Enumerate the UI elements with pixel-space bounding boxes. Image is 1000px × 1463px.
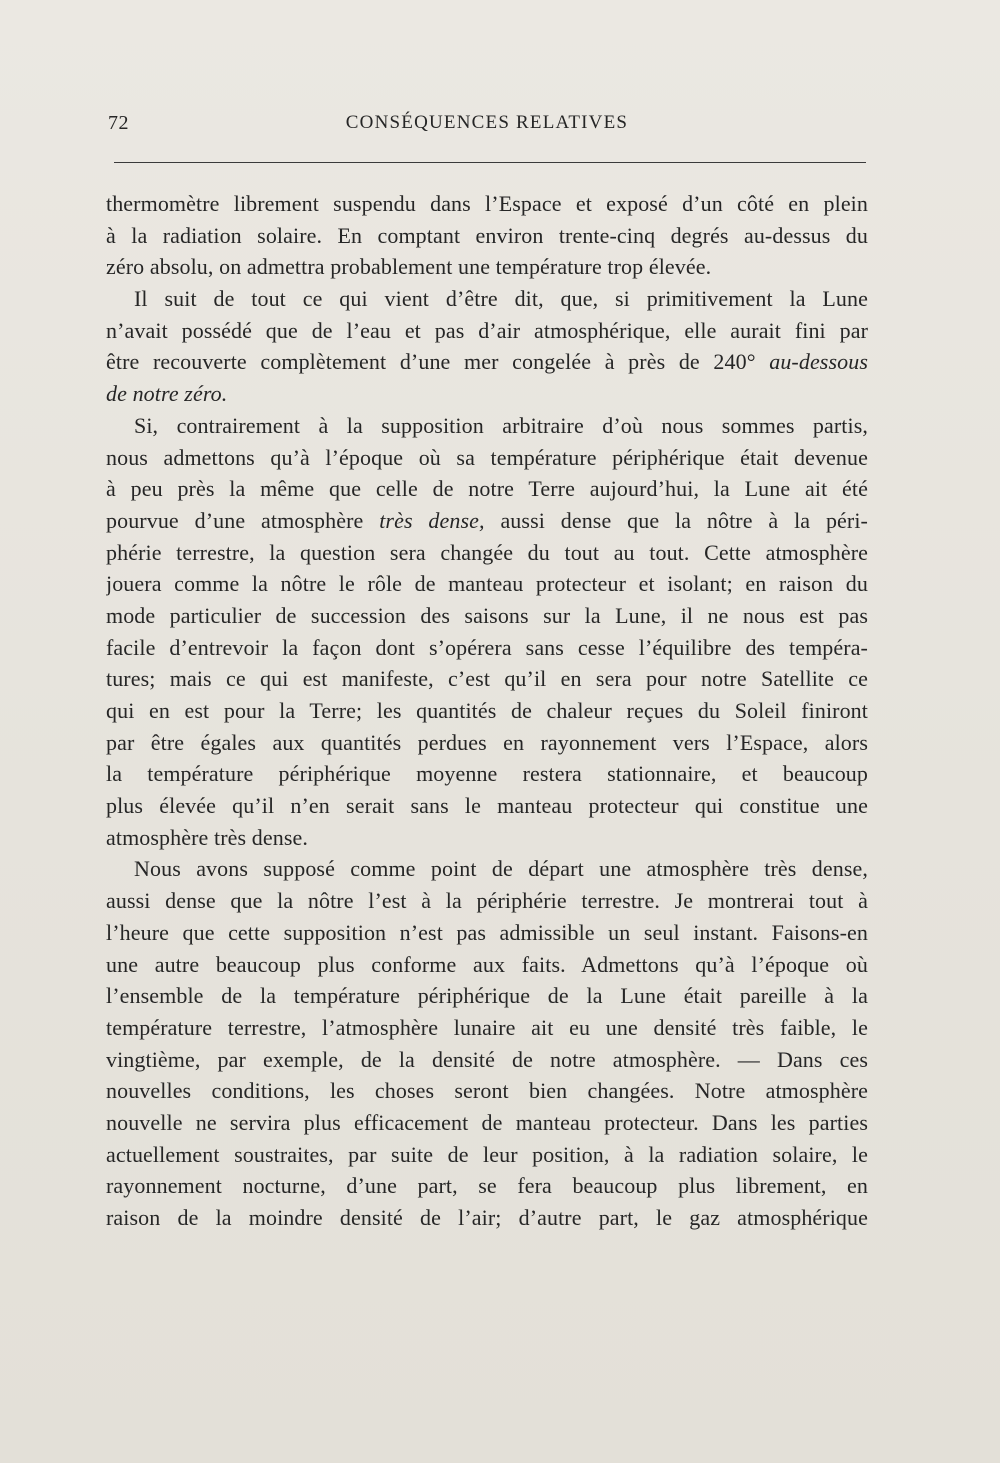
line-italic-text: de notre zéro. <box>106 381 228 407</box>
text-line <box>106 1170 868 1202</box>
line-text: nouvelles conditions, les choses seront bien changées. Notre atmosphère <box>106 1078 868 1104</box>
text-line <box>106 505 868 537</box>
text-line <box>106 188 868 220</box>
text-line <box>106 695 868 727</box>
text-line <box>106 473 868 505</box>
text-line <box>106 283 868 315</box>
line-text: une autre beaucoup plus conforme aux faits. Admettons qu’à l’époque où <box>106 951 868 977</box>
text-line <box>106 442 868 474</box>
text-line <box>106 727 868 759</box>
text-line <box>106 1139 868 1171</box>
text-line <box>106 885 868 917</box>
text-line <box>106 315 868 347</box>
header-rule <box>114 162 866 163</box>
text-line <box>106 1202 868 1234</box>
line-text: par être égales aux quantités perdues en rayonnement vers l’Espace, alors <box>106 729 868 755</box>
line-text: vingtième, par exemple, de la densité de notre atmosphère. — Dans ces <box>106 1046 868 1072</box>
line-text: zéro absolu, on admettra probablement une température trop élevée. <box>106 254 712 280</box>
line-text: raison de la moindre densité de l’air; d’autre part, le gaz atmosphérique <box>106 1205 868 1230</box>
page-number: 72 <box>108 112 129 134</box>
line-text: aussi dense que la nôtre l’est à la périphérie terrestre. Je montrerai tout à <box>106 888 868 914</box>
line-italic-text: très dense, <box>379 507 485 533</box>
text-line <box>106 917 868 949</box>
line-text: rayonnement nocturne, d’une part, se fera beaucoup plus librement, en <box>106 1173 868 1199</box>
page-header <box>108 112 866 142</box>
line-text: Nous avons supposé comme point de départ une atmosphère très dense, <box>134 856 868 882</box>
line-text: plus élevée qu’il n’en serait sans le manteau protecteur qui constitue une <box>106 793 868 819</box>
line-text: nouvelle ne servira plus efficacement de manteau protecteur. Dans les parties <box>106 1109 868 1135</box>
text-line <box>106 790 868 822</box>
line-text: à peu près la même que celle de notre Terre aujourd’hui, la Lune ait été <box>106 476 868 502</box>
text-line <box>106 1044 868 1076</box>
line-text: tures; mais ce qui est manifeste, c’est qu’il en sera pour notre Satellite ce <box>106 666 868 692</box>
line-text: n’avait possédé que de l’eau et pas d’air atmosphérique, elle aurait fini par <box>106 317 868 343</box>
text-line <box>106 822 868 854</box>
text-line <box>106 346 868 378</box>
line-text: actuellement soustraites, par suite de leur position, à la radiation solaire, le <box>106 1141 868 1167</box>
text-line <box>106 410 868 442</box>
text-line <box>106 600 868 632</box>
line-italic-text: au-dessous <box>769 349 868 375</box>
line-text: température terrestre, l’atmosphère lunaire ait eu une densité très faible, le <box>106 1014 868 1040</box>
line-text: nous admettons qu’à l’époque où sa température périphérique était devenue <box>106 444 868 470</box>
line-text-after: aussi dense que la nôtre à la péri- <box>500 507 868 533</box>
line-text: être recouverte complètement d’une mer congelée à près de 240° <box>106 349 756 375</box>
text-line <box>106 663 868 695</box>
text-line <box>106 537 868 569</box>
text-line <box>106 220 868 252</box>
text-line <box>106 1075 868 1107</box>
line-text: atmosphère très dense. <box>106 824 308 850</box>
line-text: qui en est pour la Terre; les quantités de chaleur reçues du Soleil finiront <box>106 698 868 723</box>
text-line <box>106 632 868 664</box>
line-text: à la radiation solaire. En comptant environ trente-cinq degrés au-dessus du <box>106 222 868 248</box>
line-text: facile d’entrevoir la façon dont s’opérera sans cesse l’équilibre des tempéra- <box>106 634 868 660</box>
running-title: CONSÉQUENCES RELATIVES <box>345 112 629 133</box>
line-text: thermomètre librement suspendu dans l’Espace et exposé d’un côté en plein <box>106 191 868 216</box>
text-line <box>106 758 868 790</box>
line-text: pourvue d’une atmosphère <box>106 507 364 533</box>
line-text: Il suit de tout ce qui vient d’être dit, que, si primitivement la Lune <box>134 286 868 312</box>
line-text: mode particulier de succession des saisons sur la Lune, il ne nous est pas <box>106 602 868 628</box>
text-line <box>106 980 868 1012</box>
text-line <box>106 1012 868 1044</box>
text-line <box>106 378 868 410</box>
line-text: phérie terrestre, la question sera changée du tout au tout. Cette atmosphère <box>106 539 868 565</box>
line-text: Si, contrairement à la supposition arbitraire d’où nous sommes partis, <box>134 412 868 438</box>
line-text: jouera comme la nôtre le rôle de manteau protecteur et isolant; en raison du <box>106 571 868 597</box>
text-line <box>106 1107 868 1139</box>
text-line <box>106 949 868 981</box>
line-text: l’heure que cette supposition n’est pas admissible un seul instant. Faisons-en <box>106 919 868 945</box>
body-text <box>106 188 868 1234</box>
line-text: l’ensemble de la température périphérique de la Lune était pareille à la <box>106 983 868 1009</box>
text-line <box>106 568 868 600</box>
text-line <box>106 853 868 885</box>
line-text: la température périphérique moyenne restera stationnaire, et beaucoup <box>106 761 868 787</box>
text-line <box>106 251 868 283</box>
